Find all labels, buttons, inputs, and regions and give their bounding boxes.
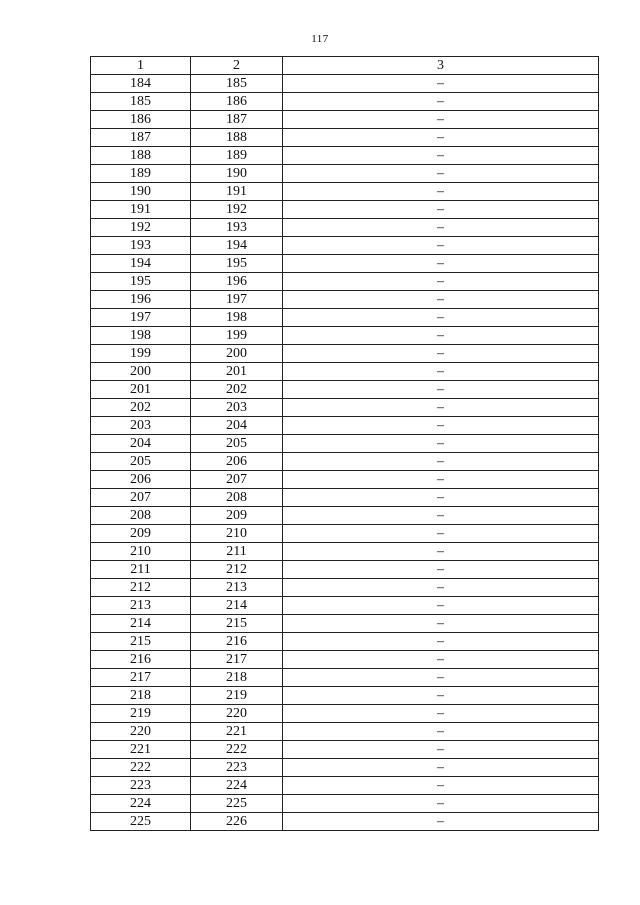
table-cell-col-3: – xyxy=(283,237,599,255)
table-cell-col-3: – xyxy=(283,579,599,597)
table-row xyxy=(91,795,599,813)
table-cell-col-3: – xyxy=(283,219,599,237)
table-cell-col-2: 209 xyxy=(191,507,283,525)
table-row xyxy=(91,759,599,777)
table-row xyxy=(91,633,599,651)
table-cell-col-3: – xyxy=(283,525,599,543)
table-cell-col-2: 186 xyxy=(191,93,283,111)
table-row xyxy=(91,183,599,201)
table-cell-col-3: – xyxy=(283,111,599,129)
column-header-2: 2 xyxy=(191,57,283,75)
table-cell-col-2: 211 xyxy=(191,543,283,561)
table-cell-col-3: – xyxy=(283,633,599,651)
table-row xyxy=(91,129,599,147)
table-cell-col-2: 189 xyxy=(191,147,283,165)
table-cell-col-2: 223 xyxy=(191,759,283,777)
table-cell-col-2: 207 xyxy=(191,471,283,489)
table-row xyxy=(91,345,599,363)
table-cell-col-1: 220 xyxy=(91,723,191,741)
table-cell-col-3: – xyxy=(283,453,599,471)
table-cell-col-3: – xyxy=(283,435,599,453)
table-cell-col-1: 218 xyxy=(91,687,191,705)
table-cell-col-1: 187 xyxy=(91,129,191,147)
table-cell-col-2: 218 xyxy=(191,669,283,687)
table-cell-col-3: – xyxy=(283,291,599,309)
table-body xyxy=(91,75,599,831)
table-cell-col-2: 195 xyxy=(191,255,283,273)
table-cell-col-2: 196 xyxy=(191,273,283,291)
table-row xyxy=(91,579,599,597)
table-cell-col-3: – xyxy=(283,687,599,705)
table-row xyxy=(91,363,599,381)
table-row xyxy=(91,309,599,327)
table-cell-col-1: 205 xyxy=(91,453,191,471)
table-row xyxy=(91,813,599,831)
table-cell-col-1: 189 xyxy=(91,165,191,183)
table-row xyxy=(91,237,599,255)
table-cell-col-2: 226 xyxy=(191,813,283,831)
table-cell-col-2: 204 xyxy=(191,417,283,435)
table-cell-col-2: 224 xyxy=(191,777,283,795)
table-row xyxy=(91,489,599,507)
table-cell-col-3: – xyxy=(283,381,599,399)
table-cell-col-1: 199 xyxy=(91,345,191,363)
table-cell-col-2: 225 xyxy=(191,795,283,813)
table-cell-col-1: 219 xyxy=(91,705,191,723)
table-cell-col-2: 197 xyxy=(191,291,283,309)
table-cell-col-2: 213 xyxy=(191,579,283,597)
table-cell-col-2: 210 xyxy=(191,525,283,543)
table-cell-col-1: 209 xyxy=(91,525,191,543)
table-cell-col-2: 203 xyxy=(191,399,283,417)
table-cell-col-2: 215 xyxy=(191,615,283,633)
table-cell-col-3: – xyxy=(283,327,599,345)
table-row xyxy=(91,93,599,111)
table-cell-col-3: – xyxy=(283,129,599,147)
table-cell-col-1: 184 xyxy=(91,75,191,93)
table-cell-col-1: 212 xyxy=(91,579,191,597)
table-row xyxy=(91,597,599,615)
table-row xyxy=(91,399,599,417)
table-cell-col-3: – xyxy=(283,597,599,615)
table-cell-col-1: 201 xyxy=(91,381,191,399)
table-cell-col-2: 185 xyxy=(191,75,283,93)
table-cell-col-2: 212 xyxy=(191,561,283,579)
page-number: 117 xyxy=(311,33,329,45)
table-cell-col-2: 202 xyxy=(191,381,283,399)
table-cell-col-3: – xyxy=(283,741,599,759)
table-row xyxy=(91,147,599,165)
table-cell-col-3: – xyxy=(283,273,599,291)
data-table xyxy=(90,56,599,831)
table-cell-col-2: 221 xyxy=(191,723,283,741)
table-cell-col-2: 194 xyxy=(191,237,283,255)
table-cell-col-3: – xyxy=(283,399,599,417)
table-cell-col-1: 208 xyxy=(91,507,191,525)
table-cell-col-3: – xyxy=(283,165,599,183)
table-row xyxy=(91,705,599,723)
table-row xyxy=(91,525,599,543)
table-cell-col-3: – xyxy=(283,363,599,381)
table-cell-col-3: – xyxy=(283,417,599,435)
table-row xyxy=(91,723,599,741)
table-cell-col-3: – xyxy=(283,705,599,723)
table-cell-col-1: 213 xyxy=(91,597,191,615)
table-cell-col-1: 216 xyxy=(91,651,191,669)
table-cell-col-1: 188 xyxy=(91,147,191,165)
table-cell-col-2: 199 xyxy=(191,327,283,345)
table-cell-col-1: 211 xyxy=(91,561,191,579)
table-cell-col-3: – xyxy=(283,543,599,561)
table-cell-col-3: – xyxy=(283,561,599,579)
table-cell-col-1: 186 xyxy=(91,111,191,129)
table-cell-col-1: 224 xyxy=(91,795,191,813)
table-row xyxy=(91,111,599,129)
table-cell-col-2: 205 xyxy=(191,435,283,453)
table-cell-col-2: 188 xyxy=(191,129,283,147)
table-cell-col-1: 200 xyxy=(91,363,191,381)
table-row xyxy=(91,471,599,489)
table-cell-col-3: – xyxy=(283,795,599,813)
table-cell-col-1: 210 xyxy=(91,543,191,561)
table-cell-col-3: – xyxy=(283,345,599,363)
table-cell-col-2: 190 xyxy=(191,165,283,183)
table-cell-col-1: 206 xyxy=(91,471,191,489)
table-cell-col-2: 222 xyxy=(191,741,283,759)
table-cell-col-2: 214 xyxy=(191,597,283,615)
table-cell-col-1: 207 xyxy=(91,489,191,507)
table-cell-col-1: 197 xyxy=(91,309,191,327)
table-row xyxy=(91,687,599,705)
table-cell-col-3: – xyxy=(283,813,599,831)
column-header-3: 3 xyxy=(283,57,599,75)
table-row xyxy=(91,543,599,561)
table-cell-col-3: – xyxy=(283,669,599,687)
table-row xyxy=(91,219,599,237)
table-cell-col-3: – xyxy=(283,183,599,201)
table-row xyxy=(91,507,599,525)
table-cell-col-1: 196 xyxy=(91,291,191,309)
table-cell-col-3: – xyxy=(283,777,599,795)
table-row xyxy=(91,75,599,93)
table-cell-col-3: – xyxy=(283,471,599,489)
table-cell-col-1: 221 xyxy=(91,741,191,759)
table-row xyxy=(91,273,599,291)
table-row xyxy=(91,741,599,759)
table-cell-col-1: 225 xyxy=(91,813,191,831)
table-header-row xyxy=(91,57,599,75)
table-cell-col-2: 220 xyxy=(191,705,283,723)
table-cell-col-1: 190 xyxy=(91,183,191,201)
table-cell-col-1: 215 xyxy=(91,633,191,651)
table-cell-col-1: 214 xyxy=(91,615,191,633)
table-cell-col-3: – xyxy=(283,615,599,633)
table-cell-col-1: 191 xyxy=(91,201,191,219)
table-cell-col-3: – xyxy=(283,489,599,507)
table-row xyxy=(91,435,599,453)
table-row xyxy=(91,165,599,183)
table-row xyxy=(91,453,599,471)
table-row xyxy=(91,291,599,309)
table-cell-col-2: 201 xyxy=(191,363,283,381)
table-cell-col-1: 217 xyxy=(91,669,191,687)
table-cell-col-3: – xyxy=(283,651,599,669)
table-cell-col-2: 208 xyxy=(191,489,283,507)
table-cell-col-2: 193 xyxy=(191,219,283,237)
table-cell-col-3: – xyxy=(283,93,599,111)
table-cell-col-2: 217 xyxy=(191,651,283,669)
table-cell-col-1: 203 xyxy=(91,417,191,435)
table-cell-col-3: – xyxy=(283,309,599,327)
table-cell-col-2: 200 xyxy=(191,345,283,363)
table-cell-col-3: – xyxy=(283,255,599,273)
table-cell-col-1: 193 xyxy=(91,237,191,255)
table-cell-col-3: – xyxy=(283,507,599,525)
table-row xyxy=(91,651,599,669)
table-cell-col-1: 192 xyxy=(91,219,191,237)
table-row xyxy=(91,201,599,219)
table-cell-col-2: 187 xyxy=(191,111,283,129)
table-cell-col-1: 185 xyxy=(91,93,191,111)
table-row xyxy=(91,417,599,435)
table-cell-col-2: 206 xyxy=(191,453,283,471)
table-cell-col-3: – xyxy=(283,723,599,741)
table-row xyxy=(91,777,599,795)
table-cell-col-2: 219 xyxy=(191,687,283,705)
table-cell-col-1: 223 xyxy=(91,777,191,795)
table-cell-col-2: 191 xyxy=(191,183,283,201)
table-cell-col-2: 192 xyxy=(191,201,283,219)
table-row xyxy=(91,561,599,579)
table-cell-col-3: – xyxy=(283,75,599,93)
table-cell-col-2: 216 xyxy=(191,633,283,651)
table-cell-col-3: – xyxy=(283,147,599,165)
table-cell-col-3: – xyxy=(283,759,599,777)
table-row xyxy=(91,255,599,273)
table-row xyxy=(91,669,599,687)
table-cell-col-2: 198 xyxy=(191,309,283,327)
table-cell-col-1: 222 xyxy=(91,759,191,777)
table-cell-col-1: 194 xyxy=(91,255,191,273)
table-cell-col-1: 195 xyxy=(91,273,191,291)
table-row xyxy=(91,381,599,399)
table-cell-col-1: 204 xyxy=(91,435,191,453)
table-cell-col-3: – xyxy=(283,201,599,219)
column-header-1: 1 xyxy=(91,57,191,75)
table-cell-col-1: 198 xyxy=(91,327,191,345)
table-cell-col-1: 202 xyxy=(91,399,191,417)
table-row xyxy=(91,615,599,633)
table-row xyxy=(91,327,599,345)
